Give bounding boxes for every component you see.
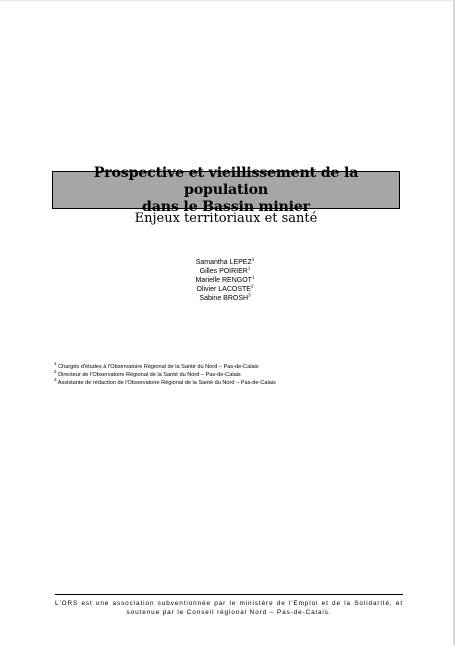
affiliation-note xyxy=(54,371,414,379)
author xyxy=(160,294,290,303)
author-note-ref: 1 xyxy=(251,274,255,280)
document-subtitle: Enjeux territoriaux et santé xyxy=(134,211,318,226)
author xyxy=(160,285,290,294)
note-text: Chargés d'études à l'Observatoire Régional de la Santé du Nord – Pas-de-Calais xyxy=(58,364,259,370)
author-name: Samantha LEPEZ xyxy=(195,259,252,266)
footer-divider xyxy=(55,594,403,595)
title-line-1: Prospective et vieillissement de la population xyxy=(93,164,359,198)
author xyxy=(160,276,290,285)
author-name: Sabine BROSH xyxy=(199,295,249,302)
author-note-ref: 2 xyxy=(250,283,254,289)
author-note-ref: 1 xyxy=(251,256,255,262)
document-title xyxy=(53,165,399,216)
footer-statement: L'ORS est une association subventionnée par le ministère de l'Emploi et de la Solidarité, et soutenue par le Conseil régional Nord – Pas-de-Calais. xyxy=(55,600,403,616)
author-note-ref: 1 xyxy=(247,265,251,271)
title-box xyxy=(52,164,400,215)
author xyxy=(160,258,290,267)
author-list xyxy=(160,258,290,303)
note-number: 1 xyxy=(54,361,57,367)
author-note-ref: 3 xyxy=(248,292,251,298)
affiliation-note xyxy=(54,363,414,371)
page-edge-top xyxy=(0,0,455,1)
note-text: Assistante de rédaction de l'Observatoire Régional de la Santé du Nord – Pas-de-Calais xyxy=(57,380,276,386)
affiliation-note xyxy=(54,379,414,387)
note-number: 2 xyxy=(54,369,57,375)
author xyxy=(160,267,290,276)
author-name: Gilles POIRIER xyxy=(199,268,248,275)
affiliation-notes xyxy=(54,363,414,387)
author-name: Marielle RENGOT xyxy=(195,277,252,284)
title-line-2: dans le Bassin minier xyxy=(142,198,310,215)
note-text: Directeur de l'Observatoire Régional de la Santé du Nord – Pas-de-Calais xyxy=(58,372,241,378)
author-name: Olivier LACOSTE xyxy=(196,286,251,293)
note-number: 3 xyxy=(54,377,57,383)
